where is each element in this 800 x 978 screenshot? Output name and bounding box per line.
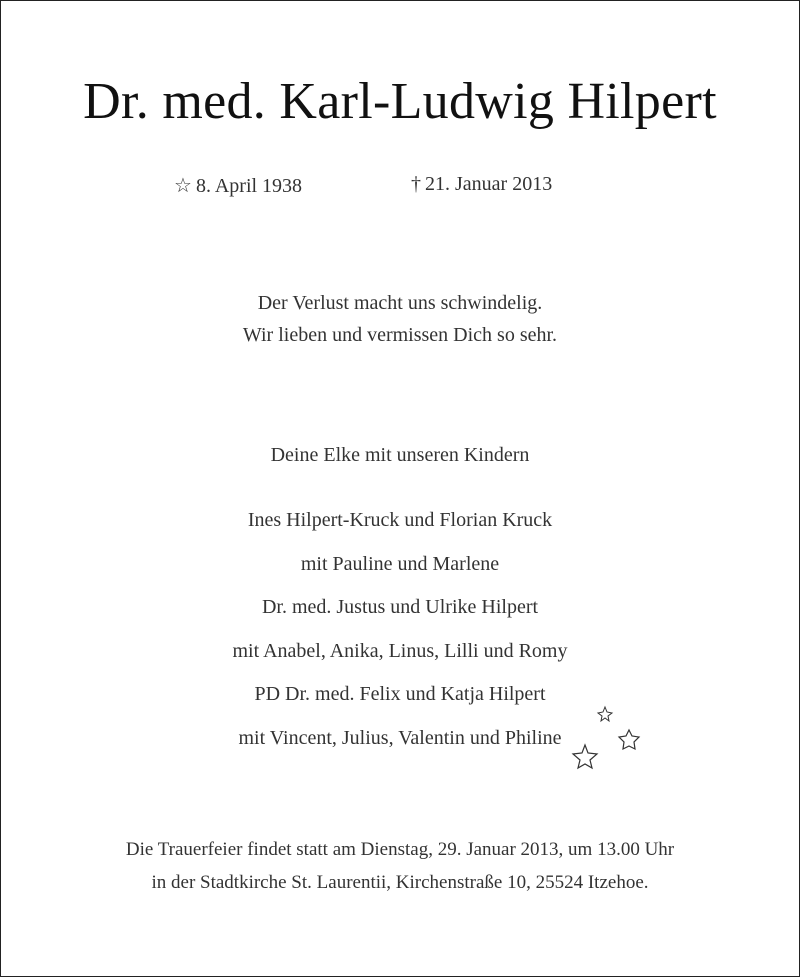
birth-date-text: 8. April 1938 (195, 175, 303, 197)
deceased-name: Dr. med. Karl-Ludwig Hilpert (83, 73, 717, 130)
quote-line: Der Verlust macht uns schwindelig. (257, 292, 543, 314)
service-line: Die Trauerfeier findet statt am Dienstag, 29. Januar 2013, um 13.00 Uhr (125, 839, 675, 860)
family-line: PD Dr. med. Felix und Katja Hilpert (254, 683, 546, 706)
family-line: mit Pauline und Marlene (300, 552, 500, 575)
quote-line: Wir lieben und vermissen Dich so sehr. (242, 324, 558, 346)
family-line: Dr. med. Justus und Ulrike Hilpert (261, 596, 539, 619)
family-line: mit Anabel, Anika, Linus, Lilli und Romy (232, 639, 568, 662)
family-line: mit Vincent, Julius, Valentin und Philine (238, 726, 562, 749)
birth-date (174, 173, 302, 198)
family-intro: Deine Elke mit unseren Kindern (270, 444, 530, 466)
star-icon: ☆ (174, 175, 192, 197)
service-line: in der Stadtkirche St. Laurentii, Kirchenstraße 10, 25524 Itzehoe. (151, 872, 649, 893)
death-date (411, 173, 552, 196)
family-line: Ines Hilpert-Kruck und Florian Kruck (247, 509, 553, 531)
family-list (1, 439, 799, 761)
death-date-text: 21. Januar 2013 (425, 173, 553, 195)
cross-icon: † (411, 173, 421, 195)
funeral-service-info (1, 833, 799, 899)
memorial-quote (1, 287, 799, 351)
